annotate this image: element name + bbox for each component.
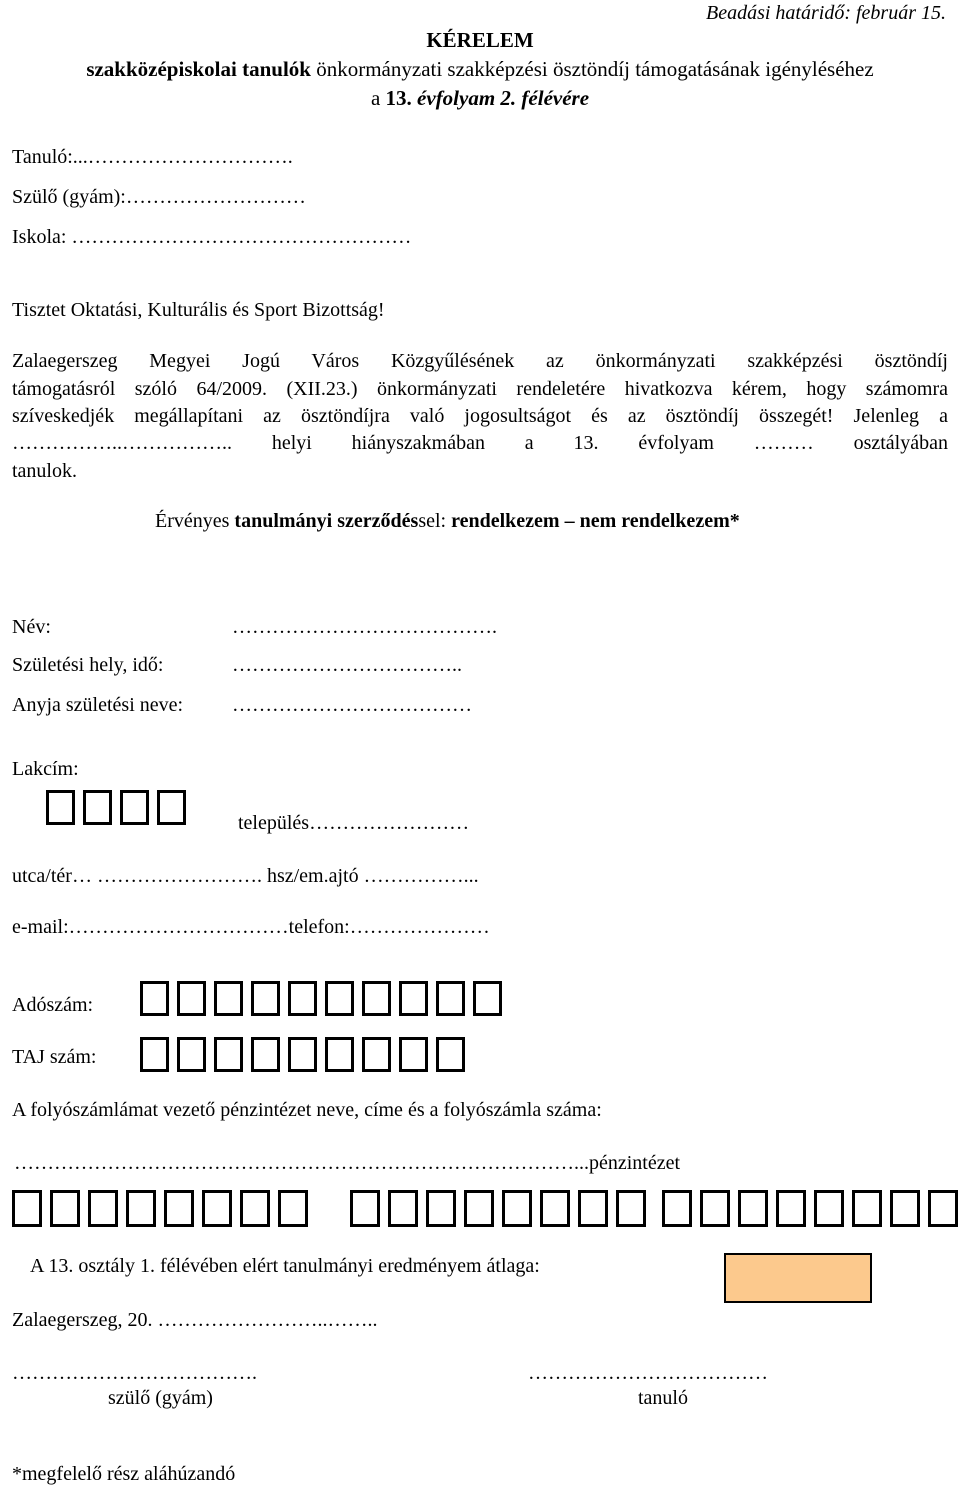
tax-label: Adószám:: [12, 994, 94, 1016]
subtitle-bold: szakközépiskolai tanulók: [86, 57, 311, 81]
account-box[interactable]: [350, 1190, 380, 1227]
account-box[interactable]: [126, 1190, 156, 1227]
account-box[interactable]: [464, 1190, 494, 1227]
account-box[interactable]: [278, 1190, 308, 1227]
tax-box[interactable]: [214, 981, 243, 1016]
tax-box[interactable]: [473, 981, 502, 1016]
contract-c: sel:: [418, 510, 452, 532]
account-box[interactable]: [814, 1190, 844, 1227]
contract-b: tanulmányi szerződés: [234, 510, 419, 532]
account-box[interactable]: [164, 1190, 194, 1227]
contract-a: Érvényes: [155, 510, 235, 532]
tax-box[interactable]: [251, 981, 280, 1016]
tax-box[interactable]: [325, 981, 354, 1016]
taj-box[interactable]: [399, 1037, 428, 1072]
postal-code-boxes[interactable]: [46, 790, 186, 825]
account-box[interactable]: [578, 1190, 608, 1227]
postal-box[interactable]: [83, 790, 112, 825]
account-box[interactable]: [890, 1190, 920, 1227]
subtitle-semester: évfolyam 2. félévére: [417, 86, 590, 110]
student-field[interactable]: Tanuló:...………………………….: [12, 146, 293, 168]
account-box[interactable]: [738, 1190, 768, 1227]
contract-line: [155, 510, 740, 533]
footnote: *megfelelő rész aláhúzandó: [12, 1463, 236, 1485]
average-label: A 13. osztály 1. félévében elért tanulmányi eredményem átlaga:: [30, 1255, 540, 1277]
account-box[interactable]: [852, 1190, 882, 1227]
account-box[interactable]: [540, 1190, 570, 1227]
email-phone-field[interactable]: e-mail:……………………………telefon:…………………: [12, 916, 490, 938]
taj-box[interactable]: [436, 1037, 465, 1072]
street-field[interactable]: utca/tér… ……………………. hsz/em.ajtó ……………...: [12, 865, 479, 887]
deadline: Beadási határidő: február 15.: [706, 2, 946, 24]
student-signature-line[interactable]: ………………………………: [528, 1362, 768, 1384]
account-box[interactable]: [202, 1190, 232, 1227]
tax-box[interactable]: [399, 981, 428, 1016]
subtitle-rest: önkormányzati szakképzési ösztöndíj támogatásának igényléséhez: [310, 57, 874, 81]
account-box[interactable]: [928, 1190, 958, 1227]
tax-box[interactable]: [140, 981, 169, 1016]
account-box[interactable]: [50, 1190, 80, 1227]
account-box[interactable]: [88, 1190, 118, 1227]
mother-label: Anyja születési neve:: [12, 694, 184, 716]
body-line-5: tanulok.: [12, 460, 77, 482]
account-box[interactable]: [502, 1190, 532, 1227]
taj-number-boxes[interactable]: [140, 1037, 465, 1072]
subtitle-grade: 13.: [385, 86, 418, 110]
taj-box[interactable]: [177, 1037, 206, 1072]
name-label: Név:: [12, 616, 51, 638]
account-box[interactable]: [388, 1190, 418, 1227]
tax-box[interactable]: [177, 981, 206, 1016]
bank-label: A folyószámlámat vezető pénzintézet neve, címe és a folyószámla száma:: [12, 1099, 602, 1121]
taj-label: TAJ szám:: [12, 1046, 97, 1068]
place-date-field[interactable]: Zalaegerszeg, 20. ……………………..……..: [12, 1309, 378, 1331]
name-field[interactable]: ………………………………….: [232, 616, 497, 638]
address-label: Lakcím:: [12, 758, 79, 780]
taj-box[interactable]: [251, 1037, 280, 1072]
account-box[interactable]: [776, 1190, 806, 1227]
account-box[interactable]: [662, 1190, 692, 1227]
parent-signature-label: szülő (gyám): [108, 1387, 213, 1409]
contract-options[interactable]: rendelkezem – nem rendelkezem*: [451, 510, 740, 532]
tax-box[interactable]: [288, 981, 317, 1016]
taj-box[interactable]: [325, 1037, 354, 1072]
form-subtitle: [0, 57, 960, 82]
account-group-3[interactable]: [662, 1190, 958, 1227]
settlement-field[interactable]: település……………………: [238, 812, 470, 834]
account-group-2[interactable]: [350, 1190, 646, 1227]
account-group-1[interactable]: [12, 1190, 308, 1227]
taj-box[interactable]: [140, 1037, 169, 1072]
postal-box[interactable]: [46, 790, 75, 825]
postal-box[interactable]: [120, 790, 149, 825]
birth-field[interactable]: ……………………………..: [232, 654, 462, 676]
student-signature-label: tanuló: [638, 1387, 688, 1409]
account-box[interactable]: [616, 1190, 646, 1227]
tax-box[interactable]: [362, 981, 391, 1016]
taj-box[interactable]: [214, 1037, 243, 1072]
school-field[interactable]: Iskola: ……………………………………………: [12, 226, 412, 248]
parent-field[interactable]: Szülő (gyám):………………………: [12, 186, 306, 208]
body-line-1: Zalaegerszeg Megyei Jogú Város Közgyűlésének az önkormányzati szakképzési ösztöndíj: [12, 350, 948, 372]
account-box[interactable]: [12, 1190, 42, 1227]
body-line-2: támogatásról szóló 64/2009. (XII.23.) önkormányzati rendeletére hivatkozva kérem, hogy számomra: [12, 378, 948, 400]
birth-label: Születési hely, idő:: [12, 654, 164, 676]
taj-box[interactable]: [288, 1037, 317, 1072]
tax-number-boxes[interactable]: [140, 981, 502, 1016]
tax-box[interactable]: [436, 981, 465, 1016]
postal-box[interactable]: [157, 790, 186, 825]
bank-name-field[interactable]: …………………………………………………………………………...pénzintézet: [14, 1152, 681, 1174]
taj-box[interactable]: [362, 1037, 391, 1072]
parent-signature-line[interactable]: ……………………………….: [12, 1362, 257, 1384]
form-title: KÉRELEM: [426, 28, 534, 52]
account-box[interactable]: [700, 1190, 730, 1227]
body-line-3: szíveskedjék megállapítani az ösztöndíjra való jogosultságot és az ösztöndíj összegét! Jelenleg a: [12, 405, 948, 427]
form-subtitle-line2: [0, 86, 960, 111]
subtitle-a: a: [370, 86, 386, 110]
salutation: Tisztet Oktatási, Kulturális és Sport Bizottság!: [12, 299, 385, 321]
account-box[interactable]: [240, 1190, 270, 1227]
body-line-4[interactable]: ……………..…………….. helyi hiányszakmában a 13. évfolyam ……… osztályában: [12, 432, 948, 454]
average-box[interactable]: [724, 1253, 872, 1303]
account-box[interactable]: [426, 1190, 456, 1227]
mother-field[interactable]: ………………………………: [232, 694, 472, 716]
